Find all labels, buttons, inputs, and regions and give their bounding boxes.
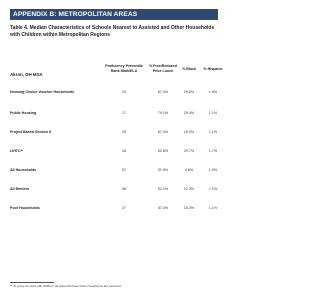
table-row xyxy=(0,206,232,218)
table-row xyxy=(0,187,232,199)
cell-proficiency: 23 xyxy=(122,90,126,94)
cell-free-reduced-lunch: 51.2% xyxy=(157,187,169,191)
footnote-divider xyxy=(10,282,54,283)
cell-proficiency: 36 xyxy=(122,187,126,191)
cell-hispanic: 1.1% xyxy=(208,206,218,210)
table-row xyxy=(0,90,232,102)
table-row xyxy=(0,149,232,161)
cell-black: 4.8% xyxy=(184,168,194,172)
table-row xyxy=(0,130,232,142)
column-header-black: % Black xyxy=(182,67,196,71)
row-label: Project Based Section 8 xyxy=(10,130,51,134)
region-label: Akron, OH MSA xyxy=(10,72,43,77)
column-header-free-reduced-lunch: % Free/Reduced Price Lunch xyxy=(149,64,177,73)
cell-hispanic: 1.1% xyxy=(208,111,218,115)
row-label: Housing Choice Voucher Households xyxy=(10,90,75,94)
cell-proficiency: 18 xyxy=(122,149,126,153)
table-title: Table 4. Median Characteristics of Schools Nearest to Assisted and Other Households with Children within Metropolitan Regions xyxy=(10,25,215,38)
table-row xyxy=(0,111,232,123)
cell-proficiency: 27 xyxy=(122,206,126,210)
table-row xyxy=(0,168,232,180)
column-header-proficiency: Proficiency Percentile Rank Math/ELA xyxy=(105,64,143,73)
column-header-hispanic: % Hispanic xyxy=(203,67,223,71)
cell-black: 29.6% xyxy=(183,90,195,94)
table-header xyxy=(0,62,232,82)
cell-black: 18.3% xyxy=(183,130,195,134)
cell-hispanic: 1.1% xyxy=(208,187,218,191)
cell-free-reduced-lunch: 79.1% xyxy=(157,111,169,115)
cell-proficiency: 29 xyxy=(122,130,126,134)
row-label: Public Housing xyxy=(10,111,37,115)
row-label: Poor Households xyxy=(10,206,40,210)
cell-hispanic: 1.0% xyxy=(208,168,218,172)
row-label: All Renters xyxy=(10,187,29,191)
cell-proficiency: 57 xyxy=(122,168,126,172)
row-label: LIHTC** xyxy=(10,149,24,153)
row-label: All Households xyxy=(10,168,37,172)
cell-proficiency: 17 xyxy=(122,111,126,115)
cell-hispanic: 1.1% xyxy=(208,130,218,134)
cell-hispanic: 1.7% xyxy=(208,149,218,153)
cell-free-reduced-lunch: 62.8% xyxy=(157,149,169,153)
cell-free-reduced-lunch: 67.4% xyxy=(157,130,169,134)
cell-black: 29.7% xyxy=(183,149,195,153)
cell-black: 16.3% xyxy=(183,206,195,210)
cell-free-reduced-lunch: 67.4% xyxy=(157,90,169,94)
footnote: ** To proxy for units with children, all units with fewer than 2 bedrooms are removed xyxy=(10,284,121,288)
cell-hispanic: 1.6% xyxy=(208,90,218,94)
cell-free-reduced-lunch: 57.4% xyxy=(157,206,169,210)
cell-black: 12.3% xyxy=(183,187,195,191)
cell-free-reduced-lunch: 31.9% xyxy=(157,168,169,172)
cell-black: 29.4% xyxy=(183,111,195,115)
appendix-banner: APPENDIX B: METROPOLITAN AREAS xyxy=(10,9,218,20)
